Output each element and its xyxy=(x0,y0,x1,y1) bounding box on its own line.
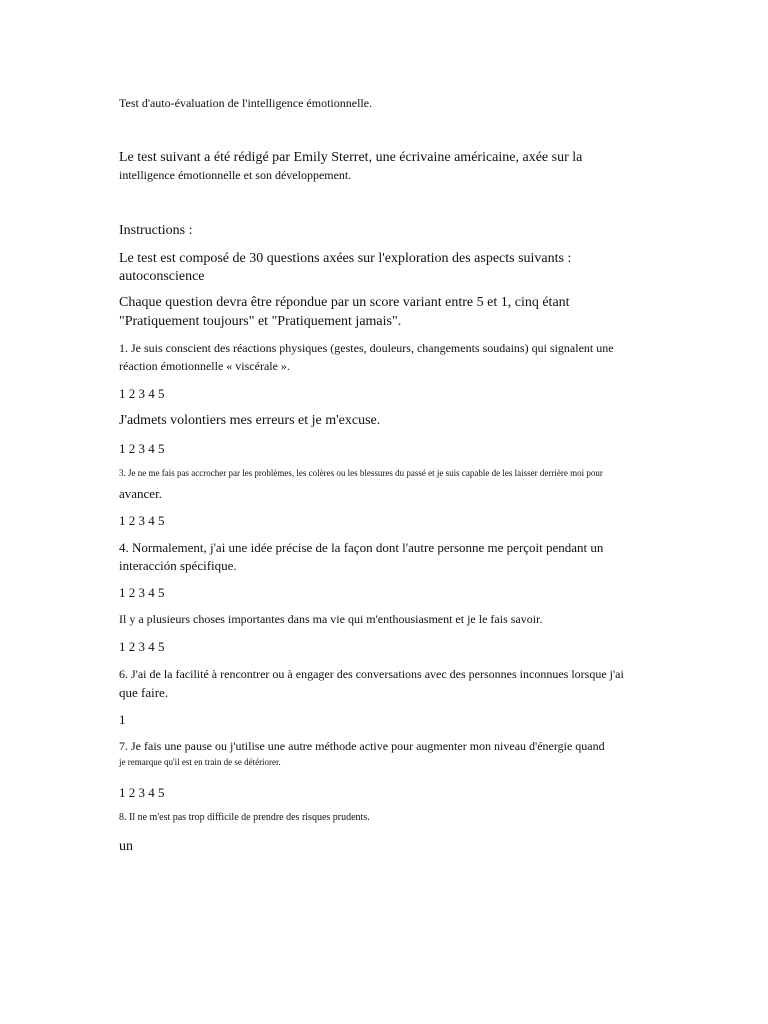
question-3-line-2: avancer. xyxy=(119,486,162,501)
question-3-line-1: 3. Je ne me fais pas accrocher par les problèmes, les colères ou les blessures du passé et je suis capable de les laisser derrière moi pour xyxy=(119,468,603,478)
instructions-text-2-line-1: Chaque question devra être répondue par un score variant entre 5 et 1, cinq étant xyxy=(119,295,570,310)
instructions-text-1-line-1: Le test est composé de 30 questions axées sur l'exploration des aspects suivants : xyxy=(119,251,572,266)
question-7-line-1: 7. Je fais une pause ou j'utilise une autre méthode active pour augmenter mon niveau d'énergie quand xyxy=(119,739,605,753)
rating-scale-2: 1 2 3 4 5 xyxy=(119,441,165,456)
document-title: Test d'auto-évaluation de l'intelligence émotionnelle. xyxy=(119,96,373,110)
rating-scale-3: 1 2 3 4 5 xyxy=(119,513,165,528)
rating-scale-7: 1 2 3 4 5 xyxy=(119,785,165,800)
instructions-text-1-line-2: autoconscience xyxy=(119,269,205,284)
intro-text-line-1: Le test suivant a été rédigé par Emily Sterret, une écrivaine américaine, axée sur la xyxy=(119,150,583,165)
question-2-line-1: J'admets volontiers mes erreurs et je m'excuse. xyxy=(119,413,381,428)
question-5-line-1: Il y a plusieurs choses importantes dans ma vie qui m'enthousiasment et je le fais savoir. xyxy=(119,612,543,626)
instructions-heading: Instructions : xyxy=(119,223,193,238)
rating-scale-8: un xyxy=(119,839,133,854)
rating-scale-4: 1 2 3 4 5 xyxy=(119,585,165,600)
intro-text-line-2: intelligence émotionnelle et son développement. xyxy=(119,168,352,182)
question-1-line-2: réaction émotionnelle « viscérale ». xyxy=(119,359,290,373)
question-6-line-2: que faire. xyxy=(119,685,169,700)
instructions-text-2-line-2: "Pratiquement toujours" et "Pratiquement jamais". xyxy=(119,314,402,329)
rating-scale-1: 1 2 3 4 5 xyxy=(119,386,165,401)
question-4-line-1: 4. Normalement, j'ai une idée précise de la façon dont l'autre personne me perçoit pendant un xyxy=(119,540,604,555)
question-8-line-1: 8. Il ne m'est pas trop difficile de prendre des risques prudents. xyxy=(119,812,370,823)
question-7-line-2: je remarque qu'il est en train de se détériorer. xyxy=(119,757,281,767)
rating-scale-6: 1 xyxy=(119,712,126,727)
question-1-line-1: 1. Je suis conscient des réactions physiques (gestes, douleurs, changements soudains) qui signalent une xyxy=(119,341,614,355)
question-4-line-2: interacción spécifique. xyxy=(119,558,237,573)
rating-scale-5: 1 2 3 4 5 xyxy=(119,639,165,654)
question-6-line-1: 6. J'ai de la facilité à rencontrer ou à engager des conversations avec des personnes inconnues lorsque j'ai xyxy=(119,667,624,681)
